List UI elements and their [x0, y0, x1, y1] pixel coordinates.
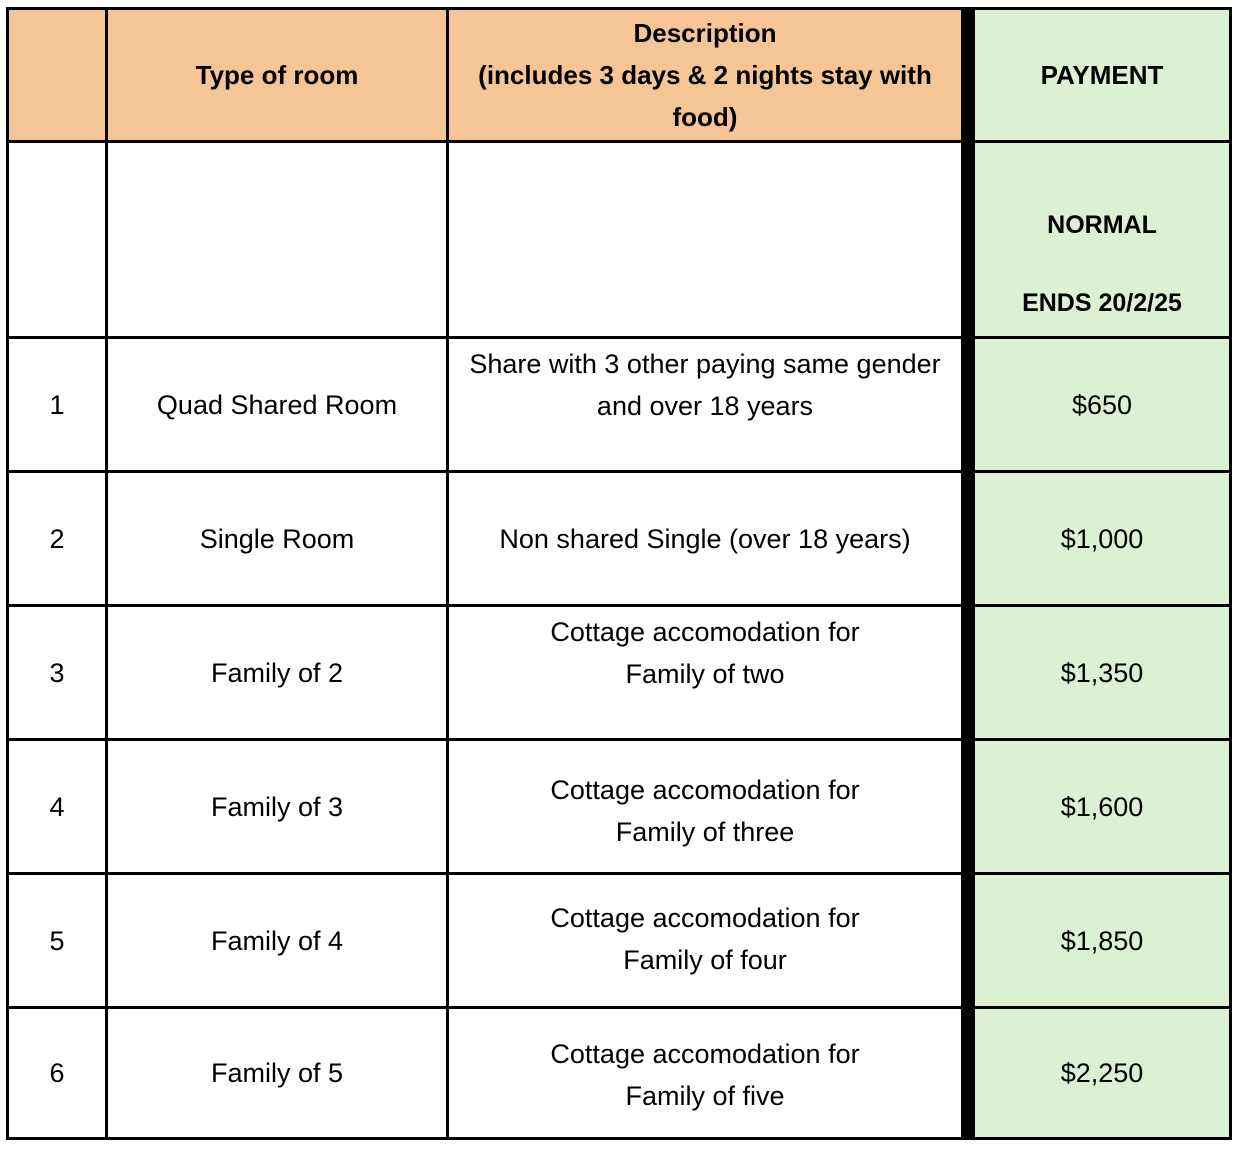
- table-row: [6, 604, 1232, 738]
- room-type: Single Room: [105, 470, 446, 604]
- room-type: Quad Shared Room: [105, 336, 446, 470]
- table-row: [6, 872, 1232, 1006]
- header-type-of-room: Type of room: [105, 7, 446, 140]
- payment-tier-label: NORMAL: [1047, 211, 1157, 239]
- row-index: 1: [6, 336, 105, 470]
- row-index: 5: [6, 872, 105, 1006]
- header-description: Description (includes 3 days & 2 nights stay with food): [446, 7, 964, 140]
- table-row: [6, 336, 1232, 470]
- header-index-cell: [6, 7, 105, 140]
- row-index: 4: [6, 738, 105, 872]
- column-separator: [964, 7, 972, 140]
- room-price: $1,000: [972, 470, 1232, 604]
- room-price: $650: [972, 336, 1232, 470]
- header-payment: PAYMENT: [972, 7, 1232, 140]
- room-price: $1,600: [972, 738, 1232, 872]
- room-description: Cottage accomodation for Family of three: [446, 738, 964, 872]
- room-type: Family of 3: [105, 738, 446, 872]
- row-index: 6: [6, 1006, 105, 1140]
- room-type: Family of 4: [105, 872, 446, 1006]
- subheader-description-cell: [446, 140, 964, 336]
- column-separator: [964, 470, 972, 604]
- row-index: 3: [6, 604, 105, 738]
- room-price: $2,250: [972, 1006, 1232, 1140]
- room-description: Cottage accomodation for Family of five: [446, 1006, 964, 1140]
- table-row: [6, 1006, 1232, 1140]
- column-separator: [964, 336, 972, 470]
- table-row: [6, 470, 1232, 604]
- payment-deadline-label: ENDS 20/2/25: [1022, 289, 1182, 317]
- table-header-row: [6, 7, 1232, 140]
- column-separator: [964, 1006, 972, 1140]
- table-row: [6, 738, 1232, 872]
- pricing-table: [6, 7, 1232, 1140]
- room-description: Cottage accomodation for Family of four: [446, 872, 964, 1006]
- column-separator: [964, 738, 972, 872]
- column-separator: [964, 604, 972, 738]
- room-description: Non shared Single (over 18 years): [446, 470, 964, 604]
- room-type: Family of 5: [105, 1006, 446, 1140]
- subheader-type-cell: [105, 140, 446, 336]
- room-type: Family of 2: [105, 604, 446, 738]
- subheader-index-cell: [6, 140, 105, 336]
- room-description: Share with 3 other paying same gender and over 18 years: [446, 336, 964, 470]
- table-subheader-row: [6, 140, 1232, 336]
- subheader-payment-cell: [972, 140, 1232, 336]
- column-separator: [964, 140, 972, 336]
- column-separator: [964, 872, 972, 1006]
- row-index: 2: [6, 470, 105, 604]
- room-price: $1,850: [972, 872, 1232, 1006]
- room-price: $1,350: [972, 604, 1232, 738]
- room-description: Cottage accomodation for Family of two: [446, 604, 964, 738]
